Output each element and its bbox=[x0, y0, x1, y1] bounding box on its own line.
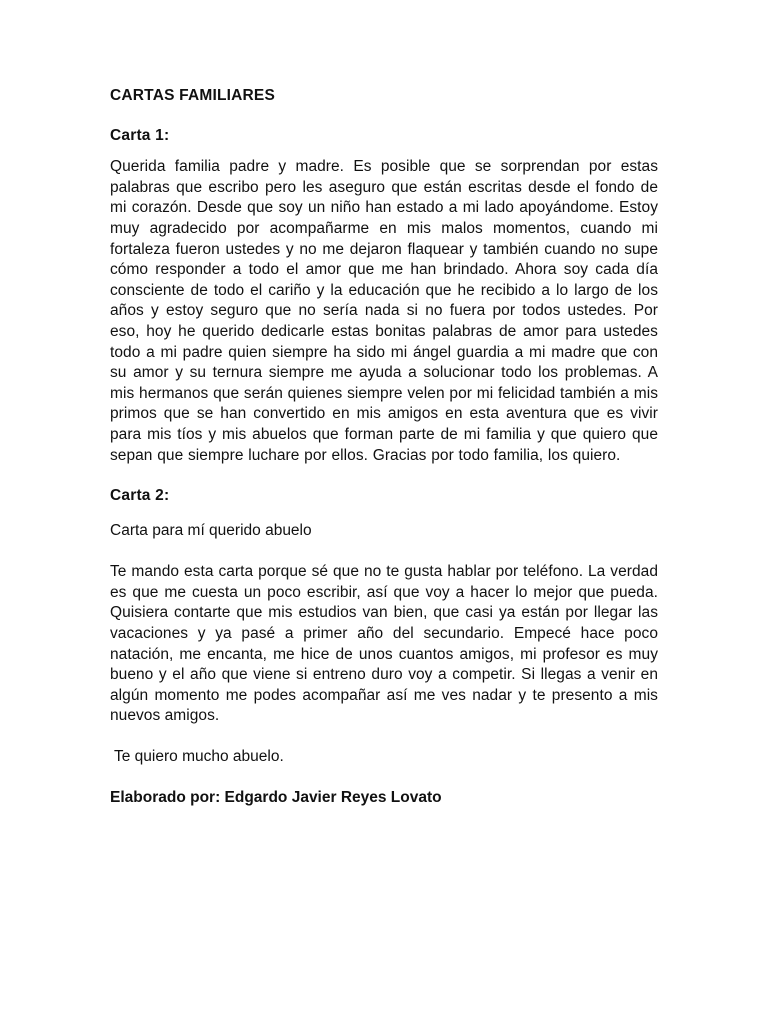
letter-2-heading: Carta 2: bbox=[110, 487, 170, 505]
letter-1-body: Querida familia padre y madre. Es posible que se sorprendan por estas palabras que escribo pero les aseguro que están escritas desde el fondo de mi corazón. Desde que soy un niño han estado a mi lado apoyándome. Estoy muy agradecido por acompañarme en mis malos momentos, cuando mi fortaleza fueron ustedes y no me dejaron flaquear y también cuando no supe cómo responder a todo el amor que me han brindado. Ahora soy cada día consciente de todo el cariño y la educación que he recibido a lo largo de los años y estoy seguro que no sería nada si no fuera por todos ustedes. Por eso, hoy he querido dedicarle estas bonitas palabras de amor para ustedes todo a mi padre quien siempre ha sido mi ángel guardia a mi madre que con su amor y su ternura siempre me ayuda a solucionar todo los problemas. A mis hermanos que serán quienes siempre velen por mi felicidad también a mis primos que se han convertido en mis amigos en esta aventura que es vivir para mis tíos y mis abuelos que forman parte de mi familia y que quiero que sepan que siempre luchare por ellos. Gracias por todo familia, los quiero. bbox=[110, 158, 658, 464]
letter-2-closing: Te quiero mucho abuelo. bbox=[114, 748, 284, 766]
letter-2-subtitle: Carta para mí querido abuelo bbox=[110, 521, 312, 539]
document-page bbox=[110, 86, 658, 808]
letter-2-body: Te mando esta carta porque sé que no te gusta hablar por teléfono. La verdad es que me cuesta un poco escribir, así que voy a hacer lo mejor que pueda. Quisiera contarte que mis estudios van bien, que casi ya están por llegar las vacaciones y ya pasé a primer año del secundario. Empecé hace poco natación, me encanta, me hice de unos cuantos amigos, mi profesor es muy bueno y el año que viene si entreno duro voy a competir. Si llegas a venir en algún momento me podes acompañar así me ves nadar y te presento a mis nuevos amigos. bbox=[110, 563, 658, 725]
document-title: CARTAS FAMILIARES bbox=[110, 87, 275, 104]
author-signature: Elaborado por: Edgardo Javier Reyes Lovato bbox=[110, 788, 442, 806]
letter-1-heading: Carta 1: bbox=[110, 126, 170, 144]
